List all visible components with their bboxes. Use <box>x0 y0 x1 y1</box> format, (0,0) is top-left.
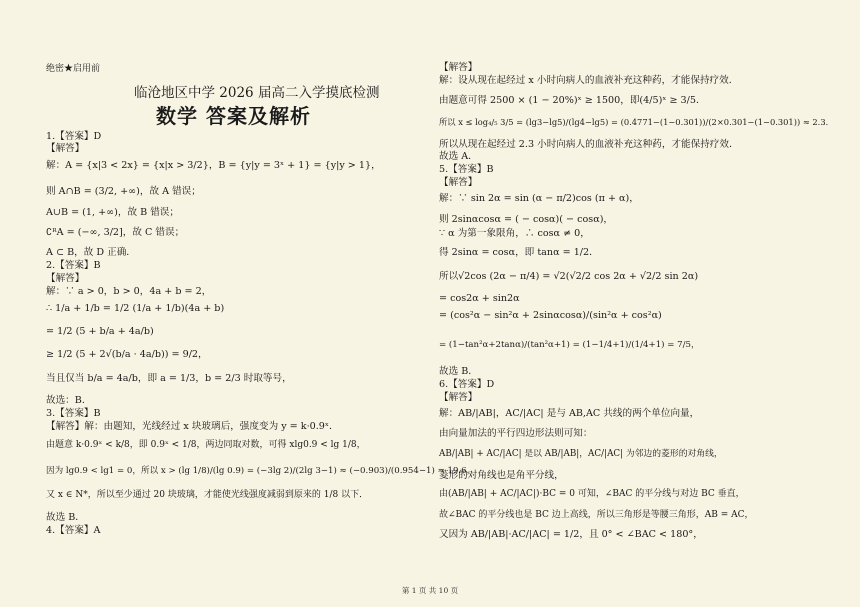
solution-line: A ⊂ B，故 D 正确． <box>46 247 136 258</box>
page-footer: 第 1 页 共 10 页 <box>401 586 459 595</box>
secret-label: 绝密★启用前 <box>46 64 101 74</box>
solution-line: = cos2α + sin2α <box>439 293 520 304</box>
solution-line: ≥ 1/2 (5 + 2√(b/a · 4a/b)) = 9/2， <box>46 349 208 360</box>
solution-line: 则 A∩B = (3/2, +∞)，故 A 错误； <box>46 186 201 197</box>
solution-label: 【解答】 <box>46 143 85 154</box>
solution-line: = (1−tan²α+2tanα)/(tan²α+1) = (1−1/4+1)/(1/4+1) = 7/5， <box>439 340 700 350</box>
solution-line: 所以 x ≤ log₄/₅ 3/5 = (lg3−lg5)/(lg4−lg5) = (0.4771−(1−0.301))/(2×0.301−(1−0.301)) ≈ 2.3． <box>439 117 834 127</box>
solution-line: 菱形的对角线也是角平分线， <box>439 470 564 481</box>
solution-line: 由(AB/|AB| + AC/|AC|)·BC = 0 可知，∠BAC 的平分线与对边 BC 垂直， <box>439 489 745 499</box>
solution-line: 解：∵ sin 2α = sin (α − π/2)cos (π + α)， <box>439 193 639 204</box>
solution-line: 由题意 k·0.9ˣ < k/8，即 0.9ˣ < 1/8，两边同取对数，可得 xlg0.9 < lg 1/8， <box>46 440 366 450</box>
solution-line: 又因为 AB/|AB|·AC/|AC| = 1/2，且 0° < ∠BAC < 180°， <box>439 529 703 540</box>
solution-label: 【解答】 <box>439 62 478 73</box>
solution-line: 得 2sinα = cosα，即 tanα = 1/2． <box>439 247 599 258</box>
solution-line: ∵ α 为第一象限角，∴ cosα ≠ 0， <box>439 228 590 239</box>
solution-line: 解：AB/|AB|，AC/|AC| 是与 AB,AC 共线的两个单位向量， <box>439 408 700 419</box>
solution-line: 解：设从现在起经过 x 小时向病人的血液补充这种药，才能保持疗效． <box>439 75 739 86</box>
solution-line: 由题意可得 2500 × (1 − 20%)ˣ ≥ 1500，即(4/5)ˣ ≥ 3/5． <box>439 95 706 106</box>
solution-label: 【解答】 <box>46 273 85 284</box>
main-title: 数学 答案及解析 <box>156 104 311 128</box>
answer-line: 5.【答案】B <box>439 164 494 175</box>
answer-line: 6.【答案】D <box>439 379 495 390</box>
solution-line: 又 x ∈ N*，所以至少通过 20 块玻璃，才能使光线强度减弱到原来的 1/8 以下． <box>46 490 369 500</box>
solution-line: 当且仅当 b/a = 4a/b，即 a = 1/3，b = 2/3 时取等号， <box>46 373 292 384</box>
solution-line: 则 2sinαcosα = ( − cosα)( − cosα)， <box>439 214 614 225</box>
solution-line: 由向量加法的平行四边形法则可知： <box>439 428 593 439</box>
solution-line: 【解答】解：由题知，光线经过 x 块玻璃后，强度变为 y = k·0.9ˣ． <box>46 421 339 432</box>
answer-line: 4.【答案】A <box>46 525 101 536</box>
solution-line: 所以√2cos (2α − π/4) = √2(√2/2 cos 2α + √2/2 sin 2α) <box>439 271 699 282</box>
solution-line: A∪B = (1, +∞)，故 B 错误； <box>46 207 179 218</box>
school-exam-title: 临沧地区中学 2026 届高二入学摸底检测 <box>134 85 380 101</box>
solution-line: AB/|AB| + AC/|AC| 是以 AB/|AB|，AC/|AC| 为邻边的菱形的对角线， <box>439 449 723 459</box>
solution-line: 故选 B． <box>46 512 85 523</box>
solution-line: = (cos²α − sin²α + 2sinαcosα)/(sin²α + cos²α) <box>439 310 662 321</box>
solution-line: ∁ᴿA = (−∞, 3/2]，故 C 错误； <box>46 227 185 238</box>
solution-line: 所以从现在起经过 2.3 小时向病人的血液补充这种药，才能保持疗效． <box>439 139 739 150</box>
solution-line: ∴ 1/a + 1/b = 1/2 (1/a + 1/b)(4a + b) <box>46 303 225 314</box>
solution-line: 故∠BAC 的平分线也是 BC 边上高线，所以三角形是等腰三角形，AB = AC， <box>439 510 754 520</box>
solution-line: 故选：B． <box>46 395 92 406</box>
solution-line: 解：∵ a > 0，b > 0，4a + b = 2， <box>46 286 212 297</box>
solution-line: 解：A = {x|3 < 2x} = {x|x > 3/2}，B = {y|y = 3ˣ + 1} = {y|y > 1}， <box>46 160 381 171</box>
solution-label: 【解答】 <box>439 392 478 403</box>
solution-line: 故选 A． <box>439 151 478 162</box>
answer-line: 3.【答案】B <box>46 408 101 419</box>
answer-line: 2.【答案】B <box>46 260 101 271</box>
answer-line: 1.【答案】D <box>46 131 102 142</box>
solution-line: 故选 B． <box>439 366 478 377</box>
solution-line: 因为 lg0.9 < lg1 = 0，所以 x > (lg 1/8)/(lg 0.9) = (−3lg 2)/(2lg 3−1) ≈ (−0.903)/(0.954−1) ≈ 19.6， <box>46 466 476 476</box>
solution-label: 【解答】 <box>439 177 478 188</box>
solution-line: = 1/2 (5 + b/a + 4a/b) <box>46 326 154 337</box>
